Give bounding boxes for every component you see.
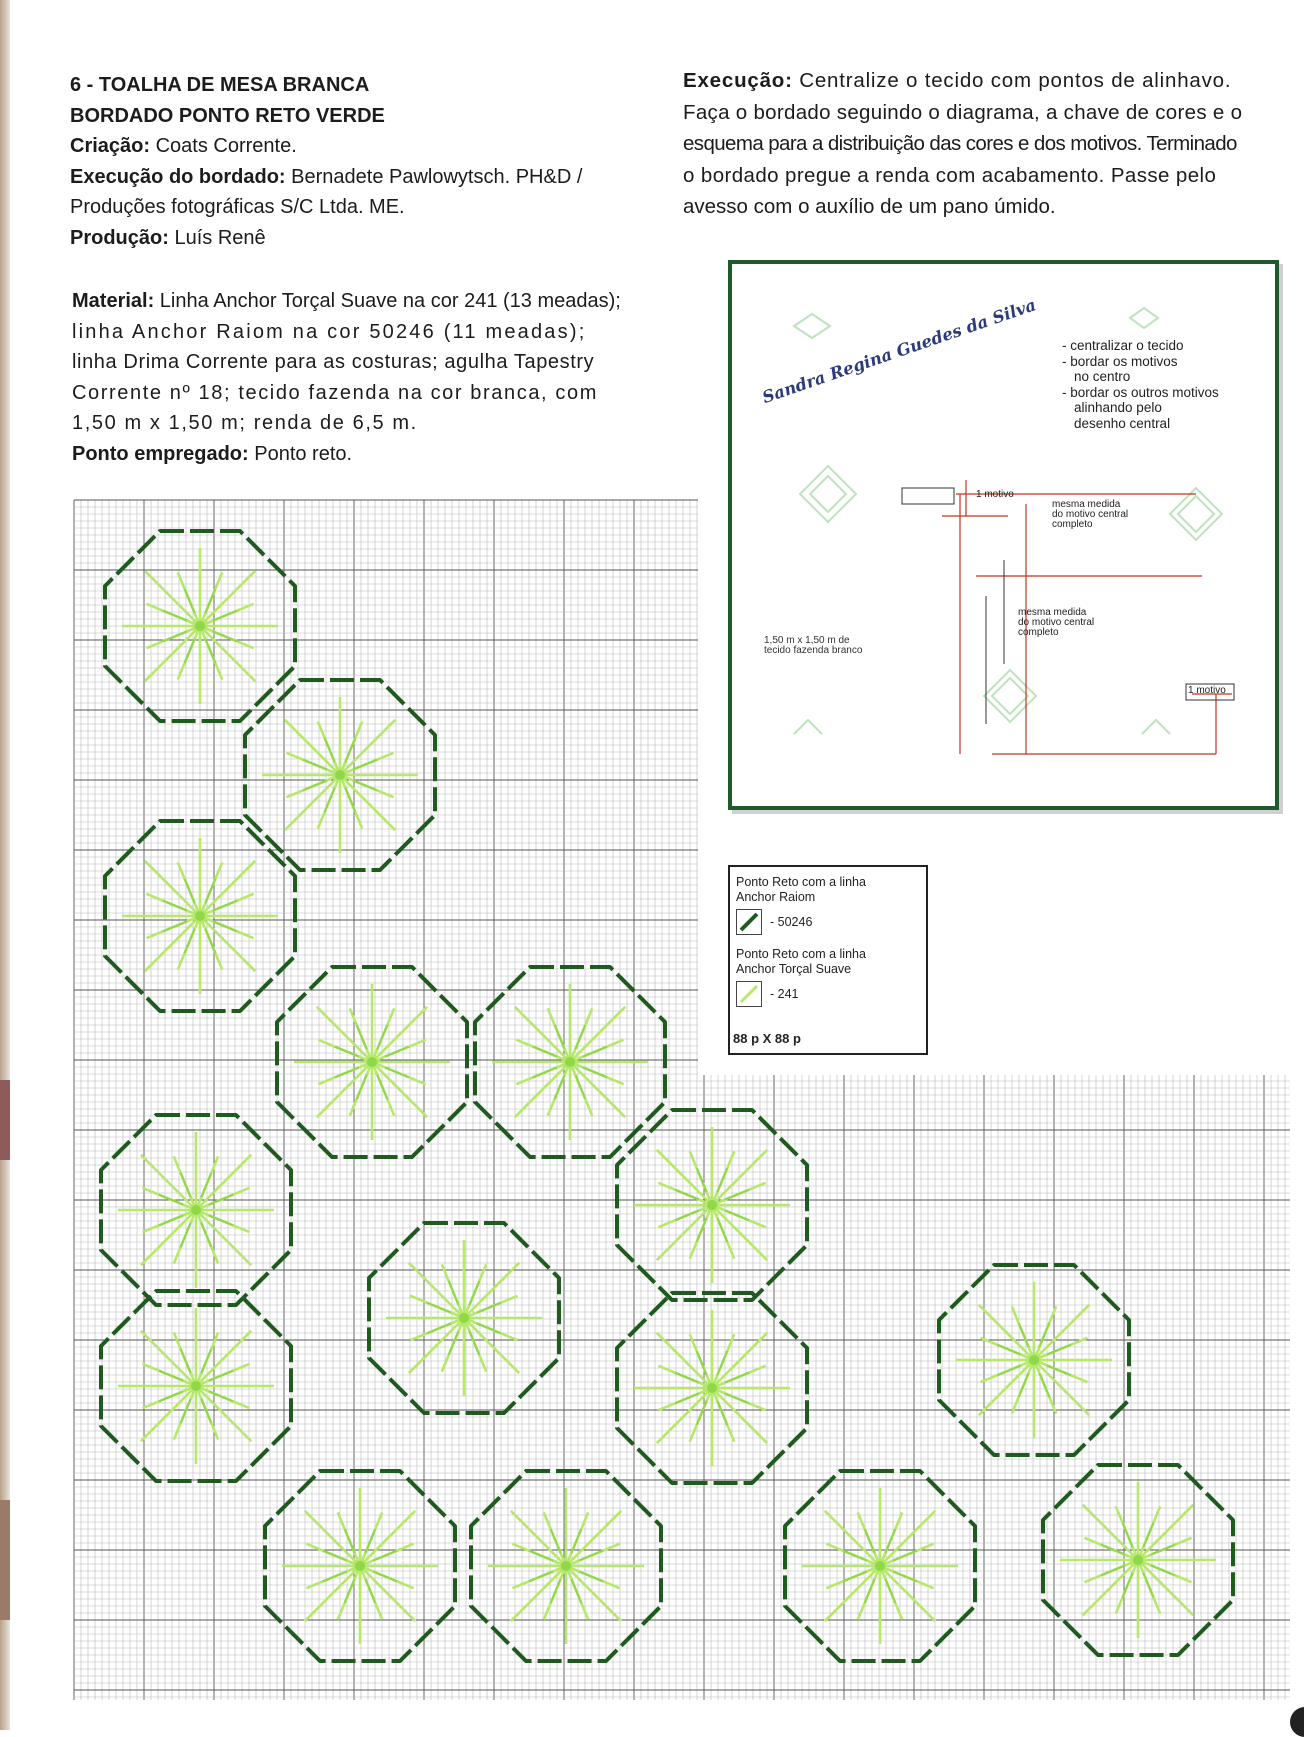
star-ray	[469, 1331, 479, 1355]
producao-value: Luís Renê	[168, 226, 266, 249]
octagon-motif	[617, 1293, 807, 1483]
same-measure-text: do motivo central	[1052, 509, 1129, 520]
star-ray	[385, 1067, 409, 1077]
star-center	[191, 1381, 201, 1391]
star-ray	[555, 1025, 565, 1049]
star-ray	[323, 1571, 347, 1581]
star-ray	[196, 1210, 251, 1265]
octagon-motif	[101, 1115, 291, 1305]
star-ray	[365, 1579, 375, 1603]
star-ray	[529, 1551, 553, 1561]
star-ray	[141, 1386, 196, 1441]
octagon-motif	[277, 967, 467, 1157]
star-ray	[675, 1190, 699, 1200]
star-ray	[511, 1511, 566, 1566]
star-ray	[317, 1007, 372, 1062]
star-ray	[697, 1401, 707, 1425]
producao-label: Produção:	[70, 226, 169, 249]
star-ray	[725, 1190, 749, 1200]
star-center	[195, 911, 205, 921]
star-ray	[997, 1345, 1021, 1355]
star-ray	[717, 1218, 727, 1242]
star-ray	[200, 571, 255, 626]
star-ray	[145, 916, 200, 971]
star-ray	[449, 1331, 459, 1355]
star-center	[459, 1313, 469, 1323]
star-ray	[885, 1579, 895, 1603]
star-ray	[1039, 1373, 1049, 1397]
chart-grid	[74, 500, 1290, 1700]
star-ray	[145, 626, 200, 681]
criacao-value: Coats Corrente.	[150, 135, 297, 157]
star-ray	[196, 1386, 251, 1441]
star-ray	[365, 1529, 375, 1553]
same-measure-text: do motivo central	[1018, 617, 1095, 628]
octagon-motif	[939, 1265, 1129, 1455]
same-measure-text: completo	[1018, 627, 1059, 638]
scheme-note: - bordar os motivos	[1062, 353, 1178, 369]
octagon-motif	[475, 967, 665, 1157]
star-ray	[675, 1210, 699, 1220]
star-ray	[345, 1529, 355, 1553]
star-ray	[1138, 1560, 1193, 1615]
star-ray	[717, 1351, 727, 1375]
star-ray	[200, 626, 255, 681]
star-center	[367, 1057, 377, 1067]
star-ray	[159, 1391, 183, 1401]
star-center	[191, 1205, 201, 1215]
star-ray	[340, 720, 395, 775]
star-ray	[141, 1155, 196, 1210]
legend-item2-code: - 241	[770, 987, 799, 1001]
same-measure-text: completo	[1052, 519, 1093, 530]
fabric-size-text: tecido fazenda branco	[764, 645, 863, 656]
legend-item1-code: - 50246	[770, 915, 813, 929]
star-center	[355, 1561, 365, 1571]
star-ray	[213, 921, 237, 931]
star-ray	[1047, 1365, 1071, 1375]
star-ray	[712, 1205, 767, 1260]
material-label: Material:	[72, 290, 155, 312]
star-ray	[323, 1551, 347, 1561]
star-ray	[181, 1399, 191, 1423]
star-ray	[697, 1351, 707, 1375]
star-ray	[712, 1333, 767, 1388]
execucao-line2: Faça o bordado seguindo o diagrama, a chave de cores e o	[683, 100, 1243, 124]
execucao-bordado-label: Execução do bordado:	[70, 165, 286, 188]
fabric-size-text: 1,50 m x 1,50 m de	[764, 635, 850, 646]
octagon-motif	[265, 1471, 455, 1661]
star-ray	[201, 1399, 211, 1423]
star-ray	[583, 1047, 607, 1057]
star-ray	[1019, 1323, 1029, 1347]
legend-item2-line1: Ponto Reto com a linha	[736, 947, 866, 961]
star-ray	[196, 1155, 251, 1210]
star-ray	[717, 1401, 727, 1425]
material-line4: Corrente nº 18; tecido fazenda na cor branca, com	[72, 381, 598, 404]
star-ray	[725, 1393, 749, 1403]
star-ray	[997, 1365, 1021, 1375]
star-ray	[865, 1579, 875, 1603]
ponto-value: Ponto reto.	[248, 442, 353, 465]
legend-item1-line2: Anchor Raiom	[736, 890, 816, 904]
star-ray	[159, 1215, 183, 1225]
legend-item1-line1: Ponto Reto com a linha	[736, 875, 866, 889]
star-ray	[377, 1075, 387, 1099]
star-ray	[145, 861, 200, 916]
octagon-motif	[105, 821, 295, 1011]
star-ray	[1047, 1345, 1071, 1355]
legend-item2-line2: Anchor Torçal Suave	[736, 962, 852, 976]
star-ray	[893, 1571, 917, 1581]
scheme-note: alinhando pelo	[1074, 400, 1162, 415]
star-ray	[533, 1067, 557, 1077]
star-ray	[373, 1551, 397, 1561]
scheme-note: no centro	[1074, 369, 1131, 384]
star-ray	[200, 861, 255, 916]
octagon-motif	[369, 1223, 559, 1413]
star-ray	[551, 1579, 561, 1603]
star-ray	[1083, 1505, 1138, 1560]
star-ray	[843, 1571, 867, 1581]
scheme-note: desenho central	[1074, 415, 1171, 431]
star-center	[1029, 1355, 1039, 1365]
star-ray	[373, 1571, 397, 1581]
star-ray	[579, 1551, 603, 1561]
star-center	[1133, 1555, 1143, 1565]
motivo-label-bottom: 1 motivo	[1188, 685, 1226, 696]
star-ray	[449, 1281, 459, 1305]
star-ray	[181, 1173, 191, 1197]
same-measure-text: mesma medida	[1018, 607, 1087, 618]
star-ray	[1138, 1505, 1193, 1560]
star-ray	[1101, 1565, 1125, 1575]
star-ray	[533, 1047, 557, 1057]
star-ray	[529, 1571, 553, 1581]
octagon-motif	[101, 1291, 291, 1481]
article-title-line1: 6 - TOALHA DE MESA BRANCA	[70, 74, 370, 96]
scheme-note: - centralizar o tecido	[1062, 338, 1184, 353]
execucao-line3: esquema para a distribuição das cores e dos motivos. Terminado	[683, 132, 1237, 155]
star-center	[875, 1561, 885, 1571]
execucao-text1: Centralize o tecido com pontos de alinhavo.	[792, 69, 1232, 92]
star-ray	[571, 1529, 581, 1553]
star-ray	[725, 1373, 749, 1383]
star-ray	[571, 1579, 581, 1603]
star-ray	[345, 1579, 355, 1603]
same-measure-text: mesma medida	[1052, 499, 1121, 510]
star-ray	[675, 1393, 699, 1403]
star-ray	[555, 1075, 565, 1099]
star-ray	[843, 1551, 867, 1561]
star-ray	[163, 921, 187, 931]
star-ray	[141, 1210, 196, 1265]
octagon-motif	[785, 1471, 975, 1661]
material-text1: Linha Anchor Torçal Suave na cor 241 (13 meadas);	[154, 290, 621, 312]
producoes-line: Produções fotográficas S/C Ltda. ME.	[70, 196, 405, 218]
star-ray	[353, 780, 377, 790]
star-ray	[477, 1303, 501, 1313]
star-ray	[893, 1551, 917, 1561]
octagon-motif	[245, 680, 435, 870]
star-ray	[717, 1168, 727, 1192]
material-line5: 1,50 m x 1,50 m; renda de 6,5 m.	[72, 412, 418, 434]
star-center	[565, 1057, 575, 1067]
designer-signature: Sandra Regina Guedes da Silva	[759, 295, 1039, 407]
scheme-note: - bordar os outros motivos	[1062, 384, 1219, 400]
star-ray	[141, 1331, 196, 1386]
star-ray	[697, 1218, 707, 1242]
chart-motifs	[101, 531, 1233, 1661]
star-center	[707, 1200, 717, 1210]
star-ray	[880, 1511, 935, 1566]
star-ray	[201, 1173, 211, 1197]
star-ray	[145, 571, 200, 626]
star-ray	[469, 1281, 479, 1305]
star-ray	[213, 901, 237, 911]
star-ray	[1034, 1305, 1089, 1360]
star-ray	[1151, 1565, 1175, 1575]
star-center	[561, 1561, 571, 1571]
star-ray	[427, 1323, 451, 1333]
star-ray	[1083, 1560, 1138, 1615]
star-ray	[1039, 1323, 1049, 1347]
star-ray	[303, 760, 327, 770]
star-ray	[196, 1331, 251, 1386]
star-ray	[357, 1075, 367, 1099]
star-ray	[353, 760, 377, 770]
star-ray	[675, 1373, 699, 1383]
article-title-line2: BORDADO PONTO RETO VERDE	[70, 104, 385, 127]
material-line3: linha Drima Corrente para as costuras; agulha Tapestry	[72, 351, 595, 373]
star-ray	[477, 1323, 501, 1333]
star-ray	[865, 1529, 875, 1553]
star-ray	[583, 1067, 607, 1077]
star-ray	[697, 1168, 707, 1192]
star-ray	[377, 1025, 387, 1049]
star-ray	[515, 1007, 570, 1062]
star-ray	[357, 1025, 367, 1049]
star-ray	[305, 1511, 360, 1566]
star-ray	[579, 1571, 603, 1581]
star-ray	[303, 780, 327, 790]
execucao-label: Execução:	[683, 69, 793, 92]
octagon-motif	[105, 531, 295, 721]
motivo-label-top: 1 motivo	[976, 489, 1014, 500]
star-center	[195, 621, 205, 631]
star-ray	[372, 1007, 427, 1062]
execucao-line4: o bordado pregue a renda com acabamento. Passe pelo	[683, 163, 1217, 187]
octagon-motif	[617, 1110, 807, 1300]
star-ray	[427, 1303, 451, 1313]
octagon-motif	[1043, 1465, 1233, 1655]
material-line2: linha Anchor Raiom na cor 50246 (11 meadas);	[72, 320, 587, 343]
criacao-label: Criação:	[70, 135, 151, 157]
star-ray	[159, 1371, 183, 1381]
star-ray	[285, 720, 340, 775]
star-ray	[163, 901, 187, 911]
star-center	[707, 1383, 717, 1393]
star-ray	[725, 1210, 749, 1220]
execucao-line5: avesso com o auxílio de um pano úmido.	[683, 195, 1056, 218]
star-ray	[575, 1075, 585, 1099]
star-ray	[385, 1047, 409, 1057]
star-ray	[1019, 1373, 1029, 1397]
star-ray	[200, 916, 255, 971]
star-center	[335, 770, 345, 780]
star-ray	[464, 1263, 519, 1318]
star-ray	[551, 1529, 561, 1553]
star-ray	[575, 1025, 585, 1049]
execucao-bordado-value: Bernadete Pawlowytsch. PH&D /	[285, 165, 583, 188]
octagon-motif	[471, 1471, 661, 1661]
star-ray	[885, 1529, 895, 1553]
chart-size-label: 88 p X 88 p	[733, 1031, 801, 1046]
ponto-label: Ponto empregado:	[72, 442, 249, 465]
